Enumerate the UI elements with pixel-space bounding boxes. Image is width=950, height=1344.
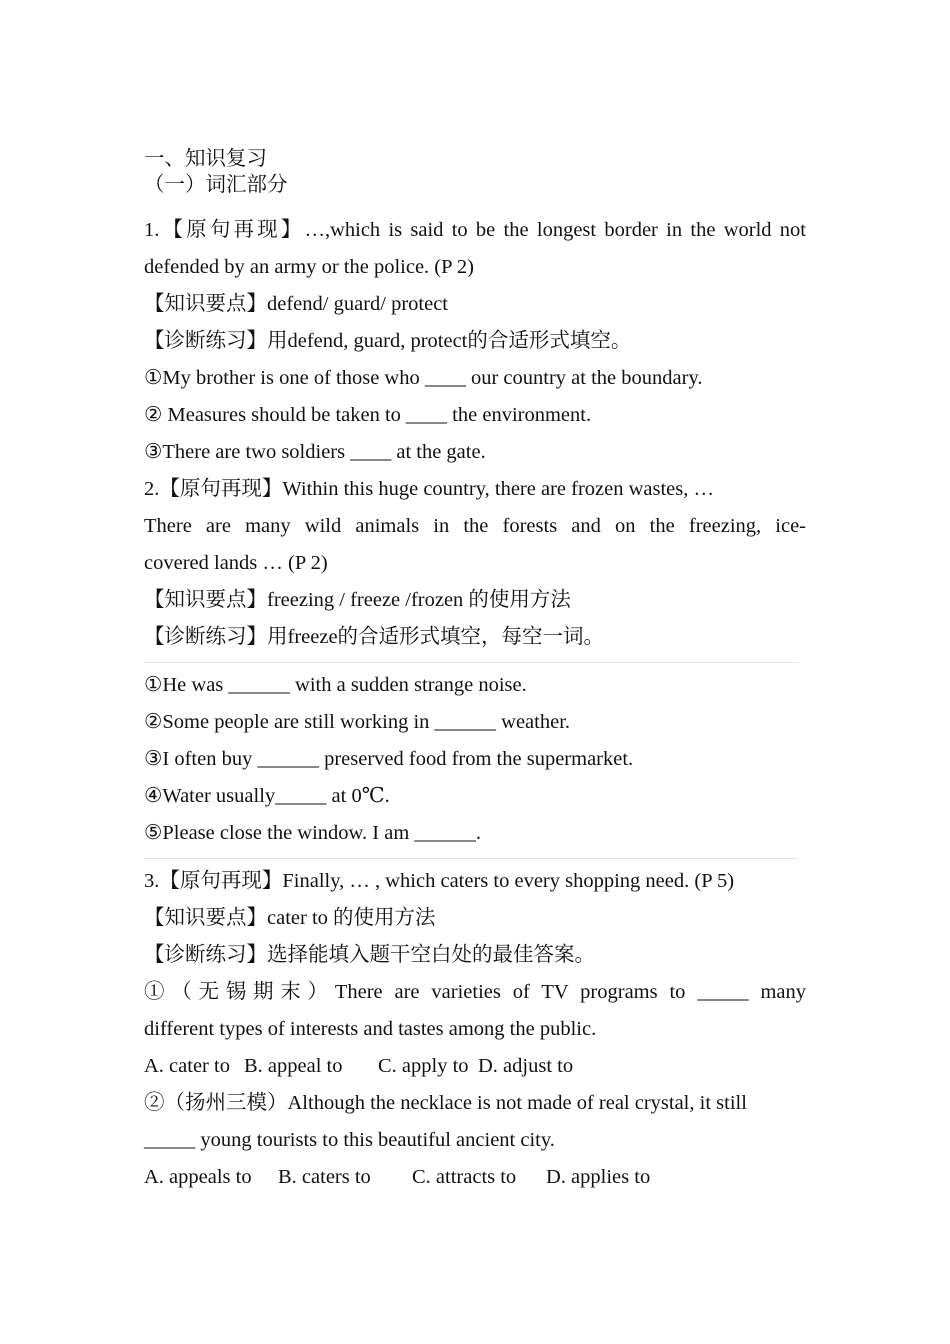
item2-question-1: ①He was ______ with a sudden strange noise. bbox=[144, 674, 527, 696]
option-a: A. appeals to bbox=[144, 1166, 252, 1188]
option-a: A. cater to bbox=[144, 1055, 230, 1077]
option-b: B. appeal to bbox=[244, 1055, 343, 1077]
item2-source-line1: 2.【原句再现】Within this huge country, there are frozen wastes, … bbox=[144, 478, 714, 500]
item2-question-2: ②Some people are still working in ______ weather. bbox=[144, 711, 571, 733]
item2-source-line3: covered lands … (P 2) bbox=[144, 552, 328, 574]
item3-question-2-line1: ②（扬州三模）Although the necklace is not made of real crystal, it still bbox=[144, 1092, 747, 1114]
item1-key-point: 【知识要点】defend/ guard/ protect bbox=[144, 293, 449, 315]
item2-practice-instruction: 【诊断练习】用freeze的合适形式填空，每空一词。 bbox=[144, 626, 605, 648]
item2-source-line2: There are many wild animals in the forests and on the freezing, ice- bbox=[144, 515, 806, 537]
option-d: D. adjust to bbox=[478, 1055, 574, 1077]
item3-key-point: 【知识要点】cater to 的使用方法 bbox=[144, 907, 436, 929]
item3-question-2-options bbox=[144, 1159, 806, 1196]
item1-question-2: ② Measures should be taken to ____ the environment. bbox=[144, 404, 592, 426]
option-c: C. apply to bbox=[378, 1055, 469, 1077]
item1-source-line2: defended by an army or the police. (P 2) bbox=[144, 256, 474, 278]
divider-bottom bbox=[144, 858, 798, 859]
divider-top bbox=[144, 662, 798, 663]
option-b: B. caters to bbox=[278, 1166, 371, 1188]
item2-question-3: ③I often buy ______ preserved food from the supermarket. bbox=[144, 748, 634, 770]
item2-question-5: ⑤Please close the window. I am ______. bbox=[144, 822, 482, 844]
section-subheading: （一）词汇部分 bbox=[144, 174, 288, 196]
section-heading: 一、知识复习 bbox=[144, 148, 267, 170]
item3-source: 3.【原句再现】Finally, … , which caters to every shopping need. (P 5) bbox=[144, 870, 735, 892]
item3-question-1-options bbox=[144, 1048, 806, 1085]
item3-practice-instruction: 【诊断练习】选择能填入题干空白处的最佳答案。 bbox=[144, 944, 595, 966]
item2-key-point: 【知识要点】freezing / freeze /frozen 的使用方法 bbox=[144, 589, 571, 611]
item1-practice-instruction: 【诊断练习】用defend, guard, protect的合适形式填空。 bbox=[144, 330, 632, 352]
option-d: D. applies to bbox=[546, 1166, 651, 1188]
item3-question-1-line1: ①（无锡期末）There are varieties of TV programs to _____ many bbox=[144, 981, 806, 1003]
item1-question-3: ③There are two soldiers ____ at the gate. bbox=[144, 441, 486, 463]
item1-source-line1: 1.【原句再现】…,which is said to be the longest border in the world not bbox=[144, 219, 806, 241]
option-c: C. attracts to bbox=[412, 1166, 517, 1188]
spacer bbox=[144, 198, 806, 212]
item3-question-1-line2: different types of interests and tastes among the public. bbox=[144, 1018, 597, 1040]
document-page bbox=[144, 146, 806, 1196]
item3-question-2-line2: _____ young tourists to this beautiful ancient city. bbox=[144, 1129, 555, 1151]
item2-question-4: ④Water usually_____ at 0℃. bbox=[144, 785, 390, 807]
item1-question-1: ①My brother is one of those who ____ our country at the boundary. bbox=[144, 367, 703, 389]
